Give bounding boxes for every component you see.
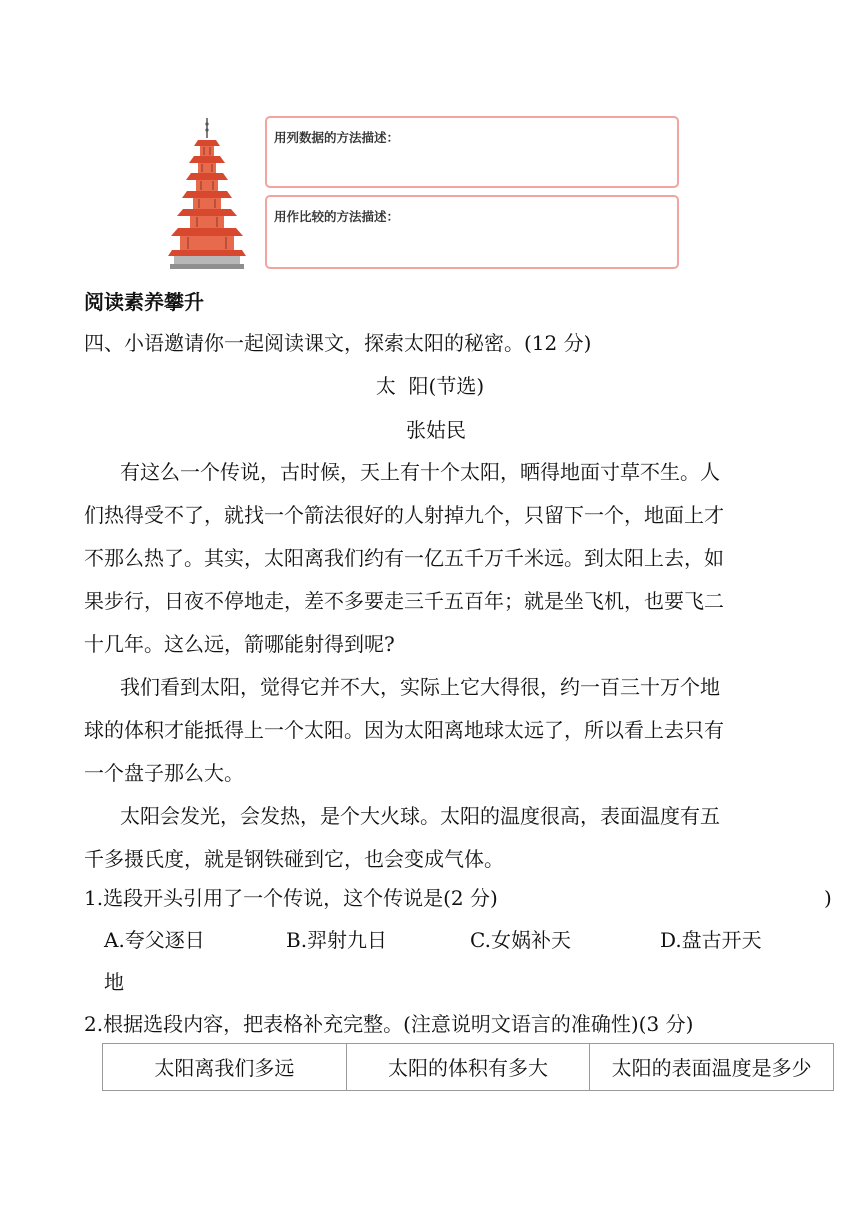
passage-p3-line: 千多摄氏度，就是钢铁碰到它，也会变成气体。	[84, 847, 504, 871]
answer-box-comparison-method[interactable]	[265, 195, 679, 269]
passage-p1-line: 不那么热了。其实，太阳离我们约有一亿五千万千米远。到太阳上去，如	[84, 546, 724, 570]
question-4-stem: 四、小语邀请你一起阅读课文，探索太阳的秘密。(12 分)	[84, 331, 592, 355]
passage-p1-line: 们热得受不了，就找一个箭法很好的人射掉九个，只留下一个，地面上才	[84, 503, 724, 527]
option-d-wrap: 地	[104, 970, 124, 994]
option-d[interactable]: D.盘古开天	[660, 928, 762, 952]
table-row	[103, 1044, 834, 1091]
table-header-temperature: 太阳的表面温度是多少	[590, 1044, 834, 1091]
section-title: 阅读素养攀升	[84, 290, 204, 314]
option-c[interactable]: C.女娲补天	[470, 928, 571, 952]
question-2-stem: 2.根据选段内容，把表格补充完整。(注意说明文语言的准确性)(3 分)	[84, 1012, 694, 1036]
passage-p1-line: 有这么一个传说，古时候，天上有十个太阳，晒得地面寸草不生。人	[120, 460, 720, 484]
answer-paren[interactable]: )	[824, 886, 832, 910]
pagoda-illustration	[168, 116, 246, 270]
passage-p3-line: 太阳会发光，会发热，是个大火球。太阳的温度很高，表面温度有五	[120, 804, 720, 828]
answer-box-label: 用列数据的方法描述：	[274, 130, 400, 145]
question-1-stem: 1.选段开头引用了一个传说，这个传说是(2 分)	[84, 886, 498, 910]
table-header-distance: 太阳离我们多远	[103, 1044, 347, 1091]
passage-p1-line: 十几年。这么远，箭哪能射得到呢?	[84, 632, 395, 656]
passage-p2-line: 我们看到太阳，觉得它并不大，实际上它大得很，约一百三十万个地	[120, 675, 720, 699]
table-header-volume: 太阳的体积有多大	[346, 1044, 590, 1091]
passage-author: 张姑民	[406, 418, 466, 442]
passage-p2-line: 球的体积才能抵得上一个太阳。因为太阳离地球太远了，所以看上去只有	[84, 718, 724, 742]
passage-p1-line: 果步行，日夜不停地走，差不多要走三千五百年；就是坐飞机，也要飞二	[84, 589, 724, 613]
option-a[interactable]: A.夸父逐日	[104, 928, 205, 952]
answer-table	[102, 1043, 834, 1091]
answer-box-label: 用作比较的方法描述：	[274, 209, 400, 224]
option-b[interactable]: B.羿射九日	[286, 928, 388, 952]
answer-box-data-method[interactable]	[265, 116, 679, 188]
passage-p2-line: 一个盘子那么大。	[84, 761, 244, 785]
passage-title: 太 阳(节选)	[375, 374, 485, 398]
